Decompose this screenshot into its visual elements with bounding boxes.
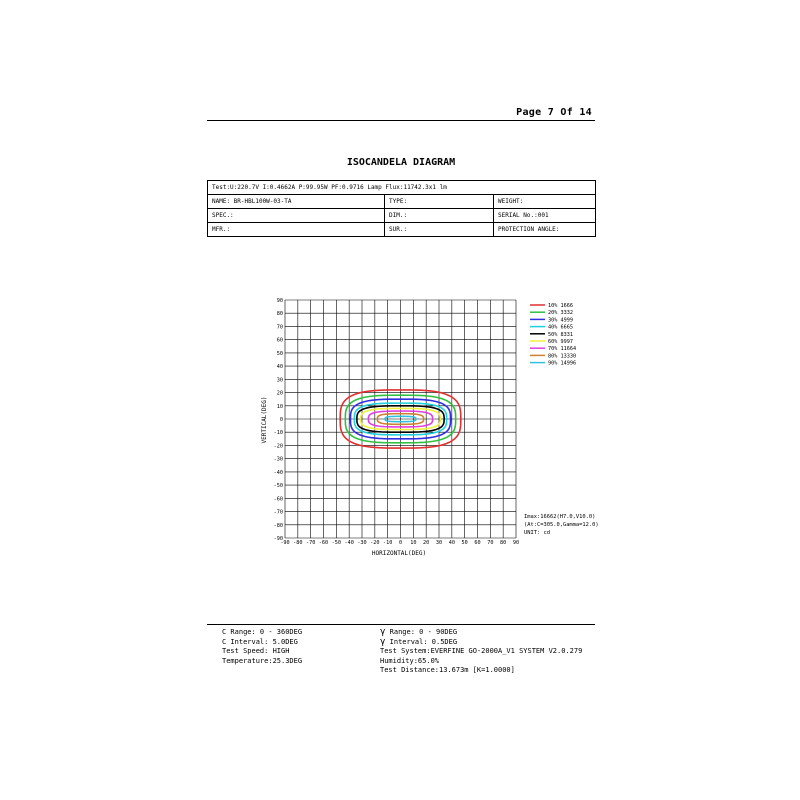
y-tick-label: 20 [276, 390, 283, 397]
y-tick-label: 30 [276, 377, 283, 384]
y-tick-label: 90 [276, 298, 283, 304]
serial-field: SERIAL No.:001 [494, 209, 596, 223]
gamma-range: Range: 0 - 90DEG [389, 628, 458, 636]
c-range: C Range: 0 - 360DEG [222, 628, 303, 636]
x-tick-label: -70 [305, 540, 316, 546]
x-tick-label: 70 [487, 540, 494, 546]
test-system: Test System:EVERFINE GO-2000A_V1 SYSTEM V2.0.279 [380, 647, 583, 655]
y-tick-label: -30 [273, 456, 283, 463]
test-speed: Test Speed: HIGH [222, 647, 290, 655]
x-tick-label: 0 [398, 540, 403, 546]
y-tick-label: 50 [276, 350, 283, 357]
dim-field: DIM.: [385, 209, 494, 223]
weight-field: WEIGHT: [494, 195, 596, 209]
chart-annotation: UNIT: cd [524, 530, 550, 536]
chart-annotation: (At:C=305.0,Gamma=12.0) [524, 522, 599, 528]
mfr-field: MFR.: [208, 223, 385, 237]
c-interval: C Interval: 5.0DEG [222, 637, 298, 646]
x-tick-label: -80 [293, 540, 303, 546]
x-tick-label: -30 [357, 540, 367, 546]
legend-label: 10% 1666 [548, 303, 573, 309]
gamma-interval-row [380, 638, 582, 648]
legend-label: 90% 14996 [548, 360, 577, 367]
y-tick-label: 10 [276, 403, 283, 410]
y-tick-label: -20 [273, 443, 283, 450]
x-tick-label: 40 [448, 540, 455, 546]
x-tick-label: -20 [370, 540, 380, 546]
chart-legend [530, 303, 576, 367]
gamma-range-row [380, 628, 582, 638]
gamma-symbol: γ [380, 627, 386, 637]
x-tick-label: 90 [512, 540, 520, 546]
x-tick-label: 20 [423, 540, 430, 546]
y-tick-label: -80 [273, 522, 283, 529]
y-tick-label: -90 [273, 536, 283, 542]
humidity: Humidity:65.0% [380, 656, 440, 665]
legend-label: 60% 9997 [548, 339, 573, 345]
test-conditions: Test:U:220.7V I:0.4662A P:99.95W PF:0.9716 Lamp Flux:11742.3x1 lm [208, 181, 596, 195]
legend-label: 30% 4999 [548, 317, 573, 324]
name-field: NAME: BR-HBL100W-03-TA [208, 195, 385, 209]
footer-right [380, 628, 582, 676]
y-tick-label: 60 [276, 337, 283, 344]
y-tick-label: -50 [273, 483, 283, 490]
legend-label: 70% 11664 [548, 346, 577, 353]
x-tick-label: -50 [331, 540, 342, 546]
legend-label: 50% 8331 [548, 331, 573, 338]
legend-label: 20% 3332 [548, 310, 573, 317]
protection-angle-field: PROTECTION ANGLE: [494, 223, 596, 237]
y-tick-label: -70 [273, 509, 283, 516]
spec-field: SPEC.: [208, 209, 385, 223]
type-field: TYPE: [385, 195, 494, 209]
test-distance: Test Distance:13.673m [K=1.0000] [380, 666, 515, 674]
y-tick-label: 0 [279, 417, 283, 423]
x-tick-label: 80 [500, 540, 507, 546]
legend-label: 40% 6665 [548, 324, 573, 331]
x-tick-label: -60 [318, 540, 329, 546]
x-tick-label: 30 [435, 540, 443, 546]
y-tick-label: 80 [276, 311, 283, 318]
chart-annotation: Imax:16662(H7.0,V10.0) [524, 514, 596, 520]
x-tick-label: -90 [280, 540, 290, 546]
gamma-symbol: γ [380, 636, 386, 647]
sur-field: SUR.: [385, 223, 494, 237]
report-title: ISOCANDELA DIAGRAM [346, 157, 456, 168]
page-number: Page 7 Of 14 [516, 107, 592, 118]
y-tick-label: -40 [273, 469, 283, 476]
x-tick-label: 50 [461, 540, 468, 546]
chart-grid [285, 300, 516, 538]
chart-annotations [524, 514, 599, 536]
y-tick-label: 40 [276, 364, 283, 371]
x-tick-label: 60 [474, 540, 481, 546]
gamma-interval: Interval: 0.5DEG [389, 637, 458, 646]
x-tick-label: -10 [382, 540, 393, 546]
y-tick-label: 70 [276, 324, 283, 331]
x-tick-label: -40 [344, 540, 354, 546]
temperature: Temperature:25.3DEG [222, 656, 303, 665]
y-tick-label: -60 [273, 496, 283, 503]
footer-left [222, 628, 302, 666]
legend-label: 80% 13330 [548, 353, 577, 360]
footer-rule [207, 624, 595, 625]
y-tick-label: -10 [273, 430, 283, 437]
y-axis-label: VERTICAL(DEG) [261, 396, 268, 444]
x-axis-label: HORIZONTAL(DEG) [371, 550, 427, 557]
x-tick-label: 10 [410, 540, 417, 546]
